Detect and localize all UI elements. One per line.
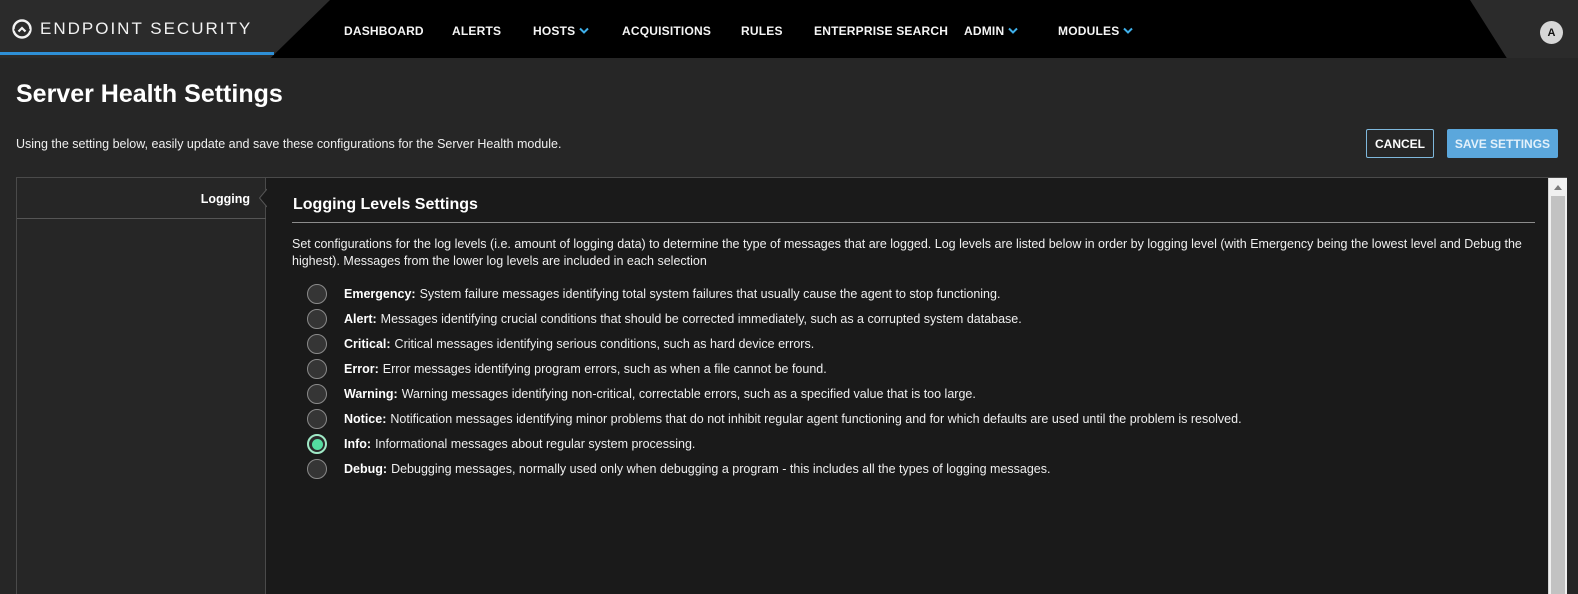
radio-button[interactable] (307, 384, 327, 404)
page-title: Server Health Settings (16, 80, 283, 108)
log-level-critical[interactable] (307, 334, 814, 354)
log-level-description: System failure messages identifying total system failures that usually cause the agent to stop functioning. (419, 287, 1001, 301)
radio-button[interactable] (307, 309, 327, 329)
nav-item-enterprise-search[interactable] (814, 24, 948, 38)
log-level-error[interactable] (307, 359, 827, 379)
scroll-up-arrow-icon[interactable] (1549, 178, 1567, 195)
nav-item-dashboard[interactable] (344, 24, 424, 38)
nav-item-label: MODULES (1058, 24, 1120, 38)
nav-item-alerts[interactable] (452, 24, 501, 38)
log-level-info[interactable] (307, 434, 695, 454)
log-level-description: Informational messages about regular system processing. (375, 437, 696, 451)
nav-item-label: ACQUISITIONS (622, 24, 712, 38)
settings-panel (16, 177, 1567, 594)
log-level-description: Messages identifying crucial conditions that should be corrected immediately, such as a corrupted system database. (380, 312, 1022, 326)
log-level-description: Error messages identifying program errors, such as when a file cannot be found. (382, 362, 827, 376)
main-nav (0, 0, 1578, 58)
chevron-down-icon (1008, 27, 1018, 35)
nav-item-label: ENTERPRISE SEARCH (814, 24, 949, 38)
sidebar-item-logging[interactable] (17, 178, 266, 219)
log-level-name: Debug: (344, 462, 388, 476)
radio-button[interactable] (307, 434, 327, 454)
scrollbar-thumb[interactable] (1551, 196, 1565, 594)
user-avatar[interactable]: A (1540, 21, 1563, 44)
log-level-alert[interactable] (307, 309, 1022, 329)
section-divider (292, 222, 1535, 223)
log-level-description: Debugging messages, normally used only when debugging a program - this includes all the types of logging messages. (391, 462, 1051, 476)
log-level-name: Critical: (344, 337, 391, 351)
nav-item-label: RULES (741, 24, 783, 38)
section-title: Logging Levels Settings (293, 196, 478, 213)
log-level-notice[interactable] (307, 409, 1242, 429)
brand-name: ENDPOINT SECURITY (40, 19, 253, 38)
log-level-warning[interactable] (307, 384, 976, 404)
log-level-description: Critical messages identifying serious conditions, such as hard device errors. (394, 337, 815, 351)
radio-button[interactable] (307, 334, 327, 354)
log-level-debug[interactable] (307, 459, 1050, 479)
log-level-description: Notification messages identifying minor problems that do not inhibit regular agent functioning and for which defaults are used until the problem is resolved. (390, 412, 1242, 426)
page-description: Using the setting below, easily update and save these configurations for the Server Health module. (16, 137, 562, 151)
radio-button[interactable] (307, 284, 327, 304)
nav-item-acquisitions[interactable] (622, 24, 711, 38)
log-level-name: Alert: (344, 312, 377, 326)
chevron-down-icon (1123, 27, 1133, 35)
nav-item-admin[interactable] (964, 24, 1018, 38)
chevron-down-icon (579, 27, 589, 35)
logging-settings-content (267, 178, 1547, 594)
nav-item-label: ADMIN (964, 24, 1005, 38)
vertical-scrollbar[interactable] (1548, 178, 1567, 594)
log-level-description: Warning messages identifying non-critical, correctable errors, such as a specified value that is too large. (401, 387, 976, 401)
top-navigation-bar (0, 0, 1578, 58)
nav-item-hosts[interactable] (533, 24, 589, 38)
cancel-button[interactable]: CANCEL (1366, 129, 1434, 158)
log-level-name: Notice: (344, 412, 387, 426)
section-description: Set configurations for the log levels (i.e. amount of logging data) to determine the type of messages that are logged. Log levels are listed below in order by logging level (with Emergency being the lowest level and Debug the highest). Messages from the lower log levels are included in each selection (292, 237, 1522, 268)
log-level-name: Info: (344, 437, 372, 451)
nav-item-label: DASHBOARD (344, 24, 424, 38)
nav-item-modules[interactable] (1058, 24, 1133, 38)
radio-button[interactable] (307, 459, 327, 479)
sidebar-item-label: Logging (200, 192, 250, 206)
log-level-name: Error: (344, 362, 379, 376)
radio-button[interactable] (307, 359, 327, 379)
log-level-name: Emergency: (344, 287, 416, 301)
nav-item-label: ALERTS (452, 24, 502, 38)
nav-item-rules[interactable] (741, 24, 783, 38)
log-level-name: Warning: (344, 387, 398, 401)
radio-button[interactable] (307, 409, 327, 429)
nav-item-label: HOSTS (533, 24, 576, 38)
save-settings-button[interactable]: SAVE SETTINGS (1447, 129, 1558, 158)
log-level-emergency[interactable] (307, 284, 1000, 304)
settings-sidebar (17, 178, 266, 594)
